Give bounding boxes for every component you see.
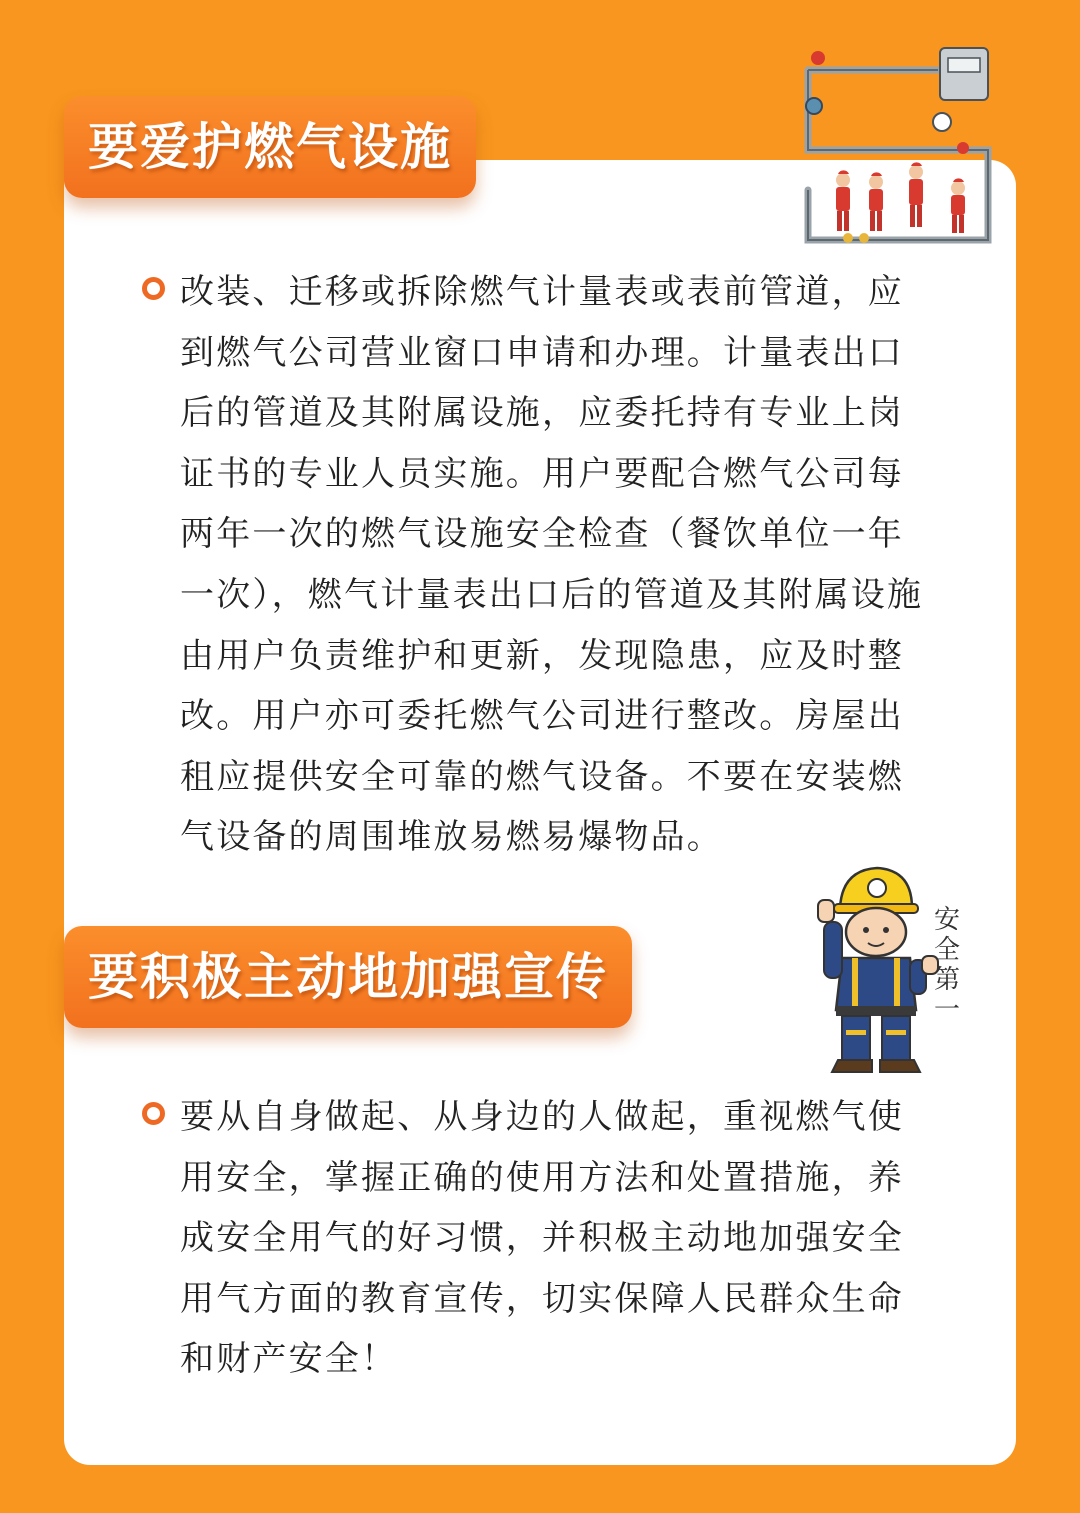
section-body-publicity: 要从自身做起、从身边的人做起，重视燃气使用安全，掌握正确的使用方法和处置措施，养成安全用气的好习惯，并积极主动地加强安全用气方面的教育宣传，切实保障人民群众生命和财产安全！	[180, 1097, 904, 1380]
section-title-publicity: 要积极主动地加强宣传	[64, 926, 632, 1028]
safety-first-slogan: 安全第一	[933, 905, 960, 1025]
gas-pipeline-icon	[798, 40, 998, 252]
section-body-facilities: 改装、迁移或拆除燃气计量表或表前管道，应到燃气公司营业窗口申请和办理。计量表出口后的管道及其附属设施，应委托持有专业上岗证书的专业人员实施。用户要配合燃气公司每两年一次的燃气设施安全检查（餐饮单位一年一次），燃气计量表出口后的管道及其附属设施由用户负责维护和更新，发现隐患，应及时整改。用户亦可委托燃气公司进行整改。房屋出租应提供安全可靠的燃气设备。不要在安装燃气设备的周围堆放易燃易爆物品。	[180, 272, 924, 858]
bullet-icon	[142, 277, 165, 300]
bullet-icon	[142, 1102, 165, 1125]
section-title-facilities: 要爱护燃气设施	[64, 96, 476, 198]
